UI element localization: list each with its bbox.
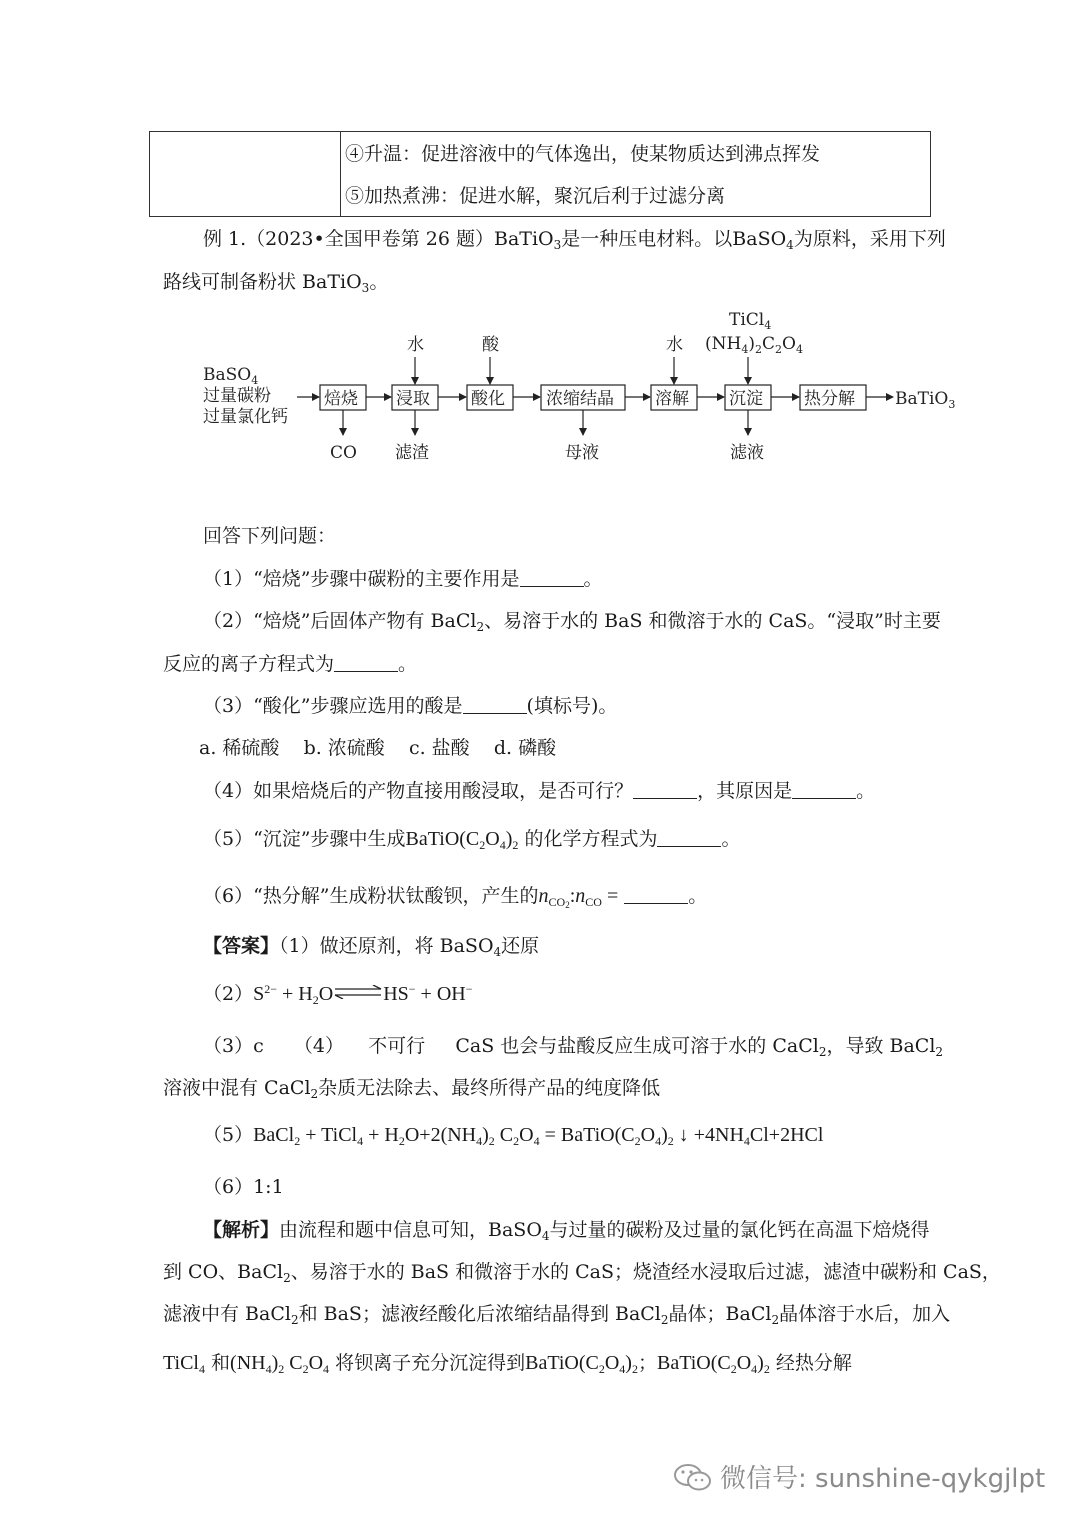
feed-baso4: BaSO$_4$: [203, 365, 259, 387]
analysis-line-3: 滤液中有 BaCl$_2$和 BaS；滤液经酸化后浓缩结晶得到 BaCl$_2$晶体；BaCl$_2$晶体溶于水后，加入: [163, 1303, 951, 1327]
answer-blank[interactable]: [334, 653, 398, 672]
question-3-options: a. 稀硫酸 b. 浓硫酸 c. 盐酸 d. 磷酸: [199, 737, 557, 759]
question-3: （3）“酸化”步骤应选用的酸是 (填标号)。: [203, 695, 618, 717]
product-batio3: BaTiO$_3$: [895, 389, 956, 411]
input-water-1: 水: [407, 335, 424, 355]
step-precipitate: 沉淀: [729, 389, 763, 409]
answer-6: （6）1:1: [203, 1176, 284, 1198]
answer-blank[interactable]: [624, 885, 688, 904]
answer-2: $(2)S^{2-} + H_2O$ HS− + OH−: [203, 982, 473, 1007]
answer-4-line2: 溶液中混有 CaCl$_2$杂质无法除去、最终所得产品的纯度降低: [163, 1077, 661, 1101]
analysis-line-1: 【解析】由流程和题中信息可知，BaSO$_4$与过量的碳粉及过量的氯化钙在高温下焙烧得: [203, 1219, 930, 1243]
output-mother-liquor: 母液: [565, 443, 599, 463]
step-dissolve: 溶解: [655, 389, 689, 409]
questions-header: 回答下列问题：: [203, 525, 337, 547]
step-leach: 浸取: [396, 389, 430, 409]
table-row-boiling: ⑤加热煮沸：促进水解，聚沉后利于过滤分离: [345, 185, 726, 207]
output-residue: 滤渣: [395, 443, 429, 463]
step-acidify: 酸化: [471, 389, 505, 409]
example-intro: 例 1.（2023•全国甲卷第 26 题）BaTiO$_3$是一种压电材料。以BaSO$_4$为原料，采用下列: [203, 228, 946, 252]
equilibrium-arrow-icon: [333, 985, 383, 999]
example-intro-line2: 路线可制备粉状 BaTiO$_3$。: [163, 271, 389, 295]
answer-blank[interactable]: [633, 780, 697, 799]
input-acid: 酸: [482, 335, 499, 355]
analysis-line-2: 到 CO、BaCl$_2$、易溶于水的 BaS 和微溶于水的 CaS；烧渣经水浸取后过滤，滤渣中碳粉和 CaS，: [163, 1261, 1001, 1285]
output-co: CO: [330, 443, 357, 463]
question-6: （6）“热分解”生成粉状钛酸钡，产生的$n_{CO_2}:n_{CO}$ = 。: [203, 885, 708, 910]
question-2: （2）“焙烧”后固体产物有 BaCl$_2$、易溶于水的 BaS 和微溶于水的 CaS。“浸取”时主要: [203, 610, 941, 634]
input-water-2: 水: [666, 335, 683, 355]
output-filtrate: 滤液: [730, 443, 764, 463]
step-crystallize: 浓缩结晶: [546, 389, 614, 409]
wechat-icon: [672, 1461, 714, 1493]
answer-blank[interactable]: [520, 568, 584, 587]
answer-3-4: （3）c （4） 不可行 CaS 也会与盐酸反应生成可溶于水的 CaCl$_2$，导致 BaCl$_2$: [203, 1035, 944, 1059]
feed-cacl2: 过量氯化钙: [203, 407, 288, 427]
question-2-line2: 反应的离子方程式为 。: [163, 653, 418, 675]
input-ammonium-oxalate: $(NH_4)_2C_2O_4$: [705, 334, 803, 356]
wechat-watermark: 微信号: sunshine-qykgjlpt: [672, 1458, 1045, 1495]
answer-blank[interactable]: [657, 828, 721, 847]
question-5: （5）“沉淀”步骤中生成$BaTiO(C_2O_4)_2$ 的化学方程式为 。: [203, 828, 741, 852]
answer-5: （5）BaCl$_2$ + TiCl$_4$ + $H_2O+2(NH_4)_2$ $C_2O_4$ = $BaTiO(C_2O_4)_2$ ↓ $+4NH_4Cl+2HCl$: [203, 1124, 824, 1148]
table-row-heating: ④升温：促进溶液中的气体逸出，使某物质达到沸点挥发: [345, 143, 821, 165]
input-ticl4: TiCl$_4$: [729, 310, 772, 332]
process-flow-diagram: [195, 305, 965, 475]
step-pyrolysis: 热分解: [804, 389, 855, 409]
question-1: （1）“焙烧”步骤中碳粉的主要作用是 。: [203, 568, 603, 590]
answer-blank[interactable]: [792, 780, 856, 799]
table-divider: [340, 132, 341, 216]
answer-blank[interactable]: [463, 695, 527, 714]
question-4: （4）如果焙烧后的产物直接用酸浸取，是否可行？ ，其原因是 。: [203, 780, 876, 802]
answer-1: 【答案】（1）做还原剂，将 BaSO$_4$还原: [203, 935, 540, 959]
feed-carbon: 过量碳粉: [203, 386, 271, 406]
analysis-line-4: TiCl$_4$ 和$(NH_4)_2$ $C_2O_4$ 将钡离子充分沉淀得到$BaTiO(C_2O_4)_2$；$BaTiO(C_2O_4)_2$ 经热分解: [163, 1352, 852, 1376]
step-roast: 焙烧: [324, 389, 358, 409]
